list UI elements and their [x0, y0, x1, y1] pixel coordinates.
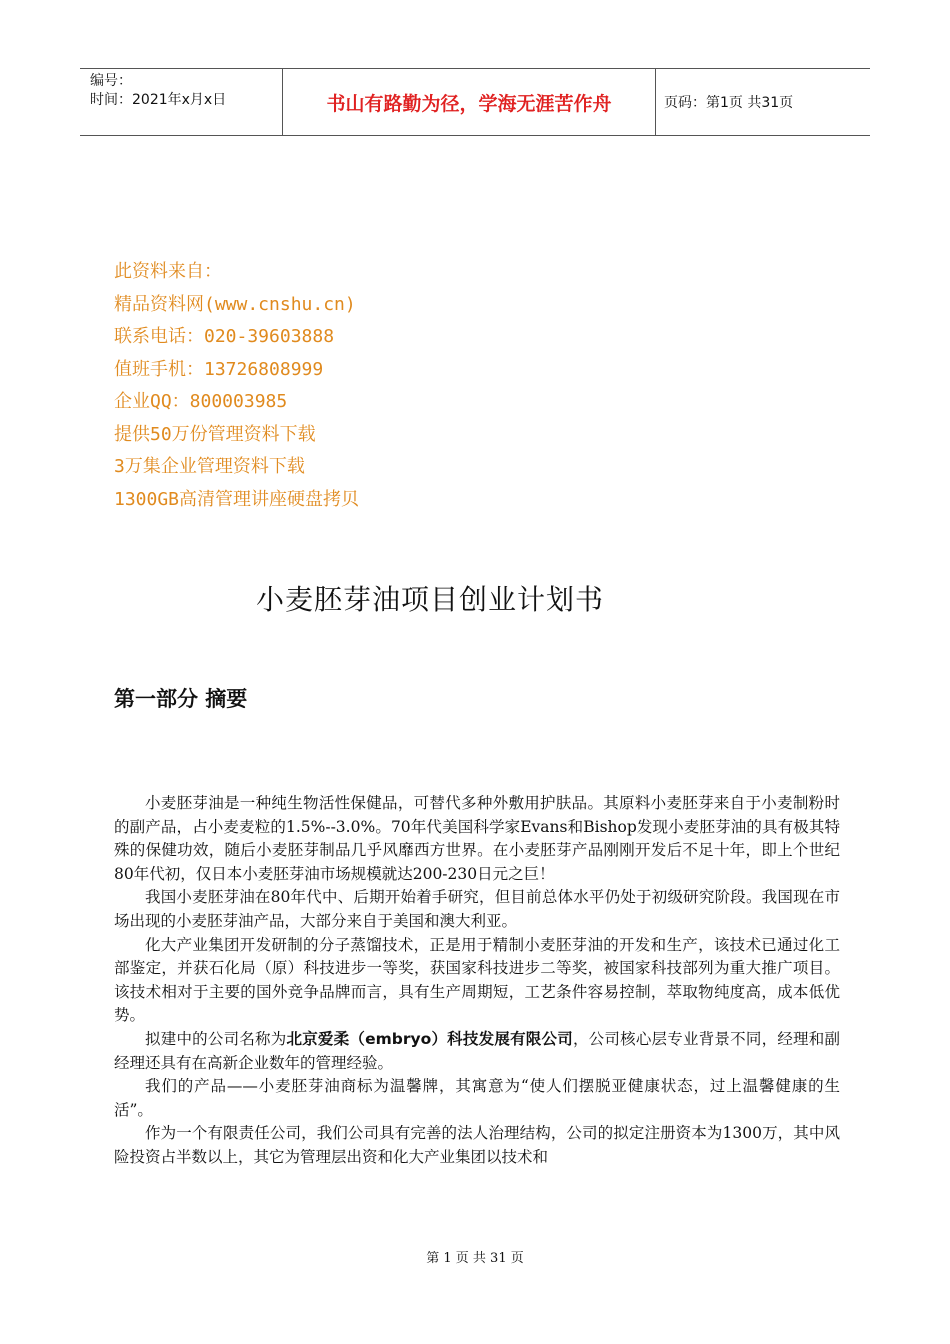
- promo-line: 此资料来自：: [114, 261, 222, 282]
- document-body: [114, 792, 840, 1170]
- body-paragraph: 作为一个有限责任公司，我们公司具有完善的法人治理结构，公司的拟定注册资本为1300万，其中风险投资占半数以上，其它为管理层出资和化大产业集团以技术和: [114, 1124, 840, 1166]
- promo-line: 精品资料网(www.cnshu.cn): [114, 293, 356, 315]
- body-paragraph: 我国小麦胚芽油在80年代中、后期开始着手研究，但目前总体水平仍处于初级研究阶段。我国现在市场出现的小麦胚芽油产品，大部分来自于美国和澳大利亚。: [114, 888, 840, 930]
- company-name: 北京爱柔（embryo）科技发展有限公司: [286, 1029, 573, 1048]
- header-page-code: 页码：第1页 共31页: [664, 95, 794, 111]
- body-paragraph-company: [114, 1028, 840, 1075]
- body-paragraph: 化大产业集团开发研制的分子蒸馏技术，正是用于精制小麦胚芽油的开发和生产，该技术已通过化工部鉴定，并获石化局（原）科技进步一等奖，获国家科技进步二等奖，被国家科技部列为重大推广项目。该技术相对于主要的国外竞争品牌而言，具有生产周期短，工艺条件容易控制，萃取物纯度高，成本低优势。: [114, 935, 840, 1025]
- page-footer: 第 1 页 共 31 页: [426, 1251, 524, 1266]
- promo-block: [114, 256, 359, 516]
- body-paragraph: 小麦胚芽油是一种纯生物活性保健品，可替代多种外敷用护肤品。其原料小麦胚芽来自于小麦制粉时的副产品，占小麦麦粒的1.5%--3.0%。70年代美国科学家Evans和Bishop发现小麦胚芽油的具有极其特殊的保健功效，随后小麦胚芽制品几乎风靡西方世界。在小麦胚芽产品刚刚开发后不足十年，即上个世纪80年代初，仅日本小麦胚芽油市场规模就达200-230日元之巨！: [114, 794, 840, 883]
- promo-line: 联系电话：020-39603888: [114, 326, 335, 347]
- header-number: 编号：: [90, 73, 132, 89]
- header-motto: 书山有路勤为径，学海无涯苦作舟: [282, 69, 656, 135]
- company-para-before: 拟建中的公司名称为: [145, 1029, 287, 1048]
- promo-line: 提供50万份管理资料下载: [114, 423, 316, 445]
- header-meta: [80, 69, 282, 135]
- promo-line: 1300GB高清管理讲座硬盘拷贝: [114, 488, 360, 510]
- promo-line: 值班手机：13726808999: [114, 358, 324, 380]
- section-title: 第一部分 摘要: [114, 687, 248, 711]
- body-paragraph: 我们的产品——小麦胚芽油商标为温馨牌，其寓意为“使人们摆脱亚健康状态，过上温馨健康的生活”。: [114, 1077, 840, 1119]
- company-para-after: ，公司核心层专业背景不同，经理和副经理还具有在高新企业数年的管理经验。: [114, 1029, 840, 1072]
- header-time: 时间：2021年x月x日: [90, 92, 227, 108]
- promo-line: 企业QQ：800003985: [114, 391, 288, 412]
- document-title: 小麦胚芽油项目创业计划书: [255, 583, 604, 616]
- promo-line: 3万集企业管理资料下载: [114, 456, 305, 477]
- document-header: [80, 68, 870, 136]
